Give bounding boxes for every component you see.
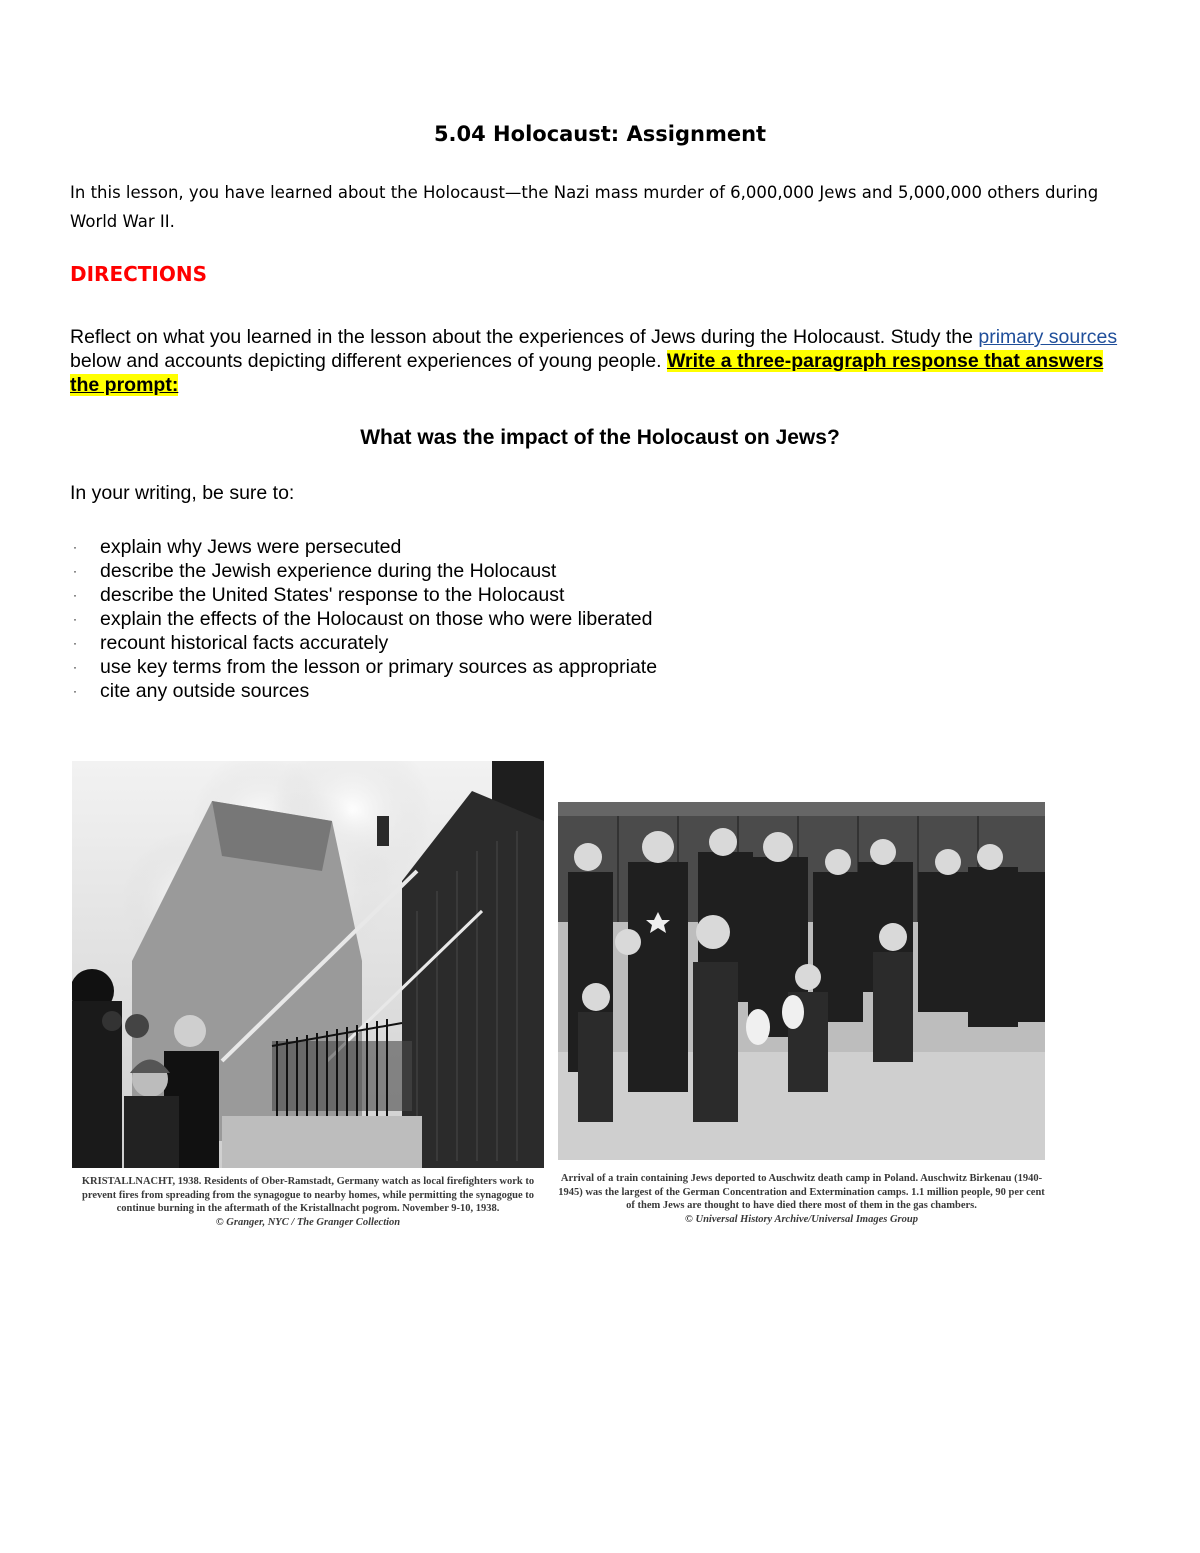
bullet-icon: · (73, 564, 77, 578)
list-item (70, 535, 657, 559)
caption-text: KRISTALLNACHT, 1938. Residents of Ober-Ramstadt, Germany watch as local firefighters work to prevent fires from spreading from the synagogue to nearby homes, while permitting the synagogue to continue burning in the aftermath of the Kristallnacht pogrom. November 9-10, 1938. (81, 1176, 535, 1214)
list-item (70, 583, 657, 607)
kristallnacht-photo (72, 761, 544, 1168)
primary-sources-link[interactable]: primary sources (978, 326, 1118, 348)
kristallnacht-caption (72, 1175, 544, 1229)
bullet-icon: · (73, 684, 77, 698)
list-item (70, 607, 657, 631)
writing-lead-in: In your writing, be sure to: (70, 482, 295, 504)
essay-prompt: What was the impact of the Holocaust on Jews? (360, 426, 840, 449)
bullet-icon: · (73, 540, 77, 554)
list-item (70, 679, 657, 703)
caption-text: Arrival of a train containing Jews deported to Auschwitz death camp in Poland. Auschwitz Birkenau (1940-1945) was the largest of the German Concentration and Extermination camps. 1.1 million people, 90 per cent of them Jews are thought to have died there most of them in the gas chambers. (558, 1173, 1045, 1211)
requirements-list (70, 535, 657, 703)
list-item-text: use key terms from the lesson or primary sources as appropriate (100, 656, 658, 678)
auschwitz-caption (558, 1172, 1045, 1226)
list-item-text: explain the effects of the Holocaust on those who were liberated (100, 608, 653, 630)
bullet-icon: · (73, 612, 77, 626)
list-item-text: cite any outside sources (100, 680, 310, 702)
list-item (70, 655, 657, 679)
photo-credit: © Universal History Archive/Universal Images Group (685, 1213, 918, 1225)
bullet-icon: · (73, 636, 77, 650)
directions-text-1: Reflect on what you learned in the lesson about the experiences of Jews during the Holocaust. Study the (70, 326, 979, 348)
list-item-text: describe the Jewish experience during the Holocaust (100, 560, 557, 582)
list-item-text: explain why Jews were persecuted (100, 536, 402, 558)
intro-paragraph: In this lesson, you have learned about the Holocaust—the Nazi mass murder of 6,000,000 Jews and 5,000,000 others during World War II. (70, 183, 1099, 231)
highlighted-instruction: Write a three-paragraph response that answers the prompt: (70, 350, 1104, 396)
directions-heading: DIRECTIONS (70, 262, 208, 286)
list-item-text: recount historical facts accurately (100, 632, 389, 654)
list-item-text: describe the United States' response to the Holocaust (100, 584, 565, 606)
photo-credit: © Granger, NYC / The Granger Collection (215, 1216, 401, 1228)
auschwitz-arrival-photo (558, 802, 1045, 1160)
bullet-icon: · (73, 588, 77, 602)
bullet-icon: · (73, 660, 77, 674)
page-title: 5.04 Holocaust: Assignment (433, 122, 767, 146)
list-item (70, 559, 657, 583)
directions-paragraph (70, 325, 1120, 397)
directions-text-2: below and accounts depicting different experiences of young people. (70, 350, 667, 372)
list-item (70, 631, 657, 655)
